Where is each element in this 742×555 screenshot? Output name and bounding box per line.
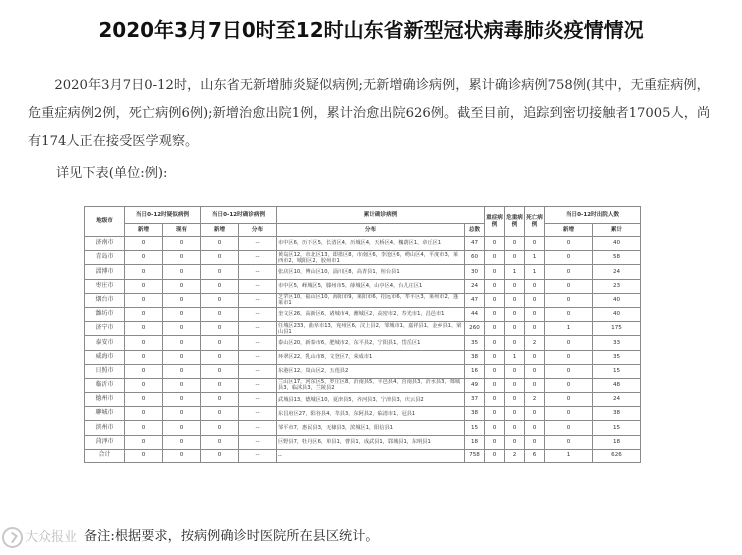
cell-confirmed-distribution: -- xyxy=(239,251,277,265)
header-cumulative-distribution: 分布 xyxy=(277,224,465,237)
cell-death: 6 xyxy=(525,449,545,462)
cell-cumulative-distribution: 兰山区17，河东区5，罗庄区8，沂南县5，平邑县4，莒南县3，沂水县3，郯城县3，临沭县3，兰陵县2 xyxy=(277,378,465,392)
cell-city: 青岛市 xyxy=(85,251,125,265)
cell-confirmed-new: 0 xyxy=(201,307,239,321)
cell-suspected-existing: 0 xyxy=(163,407,201,421)
cell-confirmed-distribution: -- xyxy=(239,407,277,421)
cell-confirmed-distribution: -- xyxy=(239,421,277,435)
cell-discharged-cumulative: 40 xyxy=(593,237,641,251)
cell-discharged-new: 1 xyxy=(545,449,593,462)
cell-suspected-new: 0 xyxy=(125,251,163,265)
cell-critical: 0 xyxy=(505,407,525,421)
cell-city: 合计 xyxy=(85,449,125,462)
cell-confirmed-new: 0 xyxy=(201,350,239,364)
cell-suspected-existing: 0 xyxy=(163,265,201,279)
cell-suspected-new: 0 xyxy=(125,279,163,293)
cell-discharged-cumulative: 15 xyxy=(593,364,641,378)
cell-cumulative-distribution: 奎文区26，高新区6，诸城市4，潍城区2，高密市2，寿光市1，昌邑市1 xyxy=(277,307,465,321)
cell-suspected-existing: 0 xyxy=(163,293,201,307)
summary-paragraph: 2020年3月7日0-12时，山东省无新增肺炎疑似病例;无新增确诊病例，累计确诊病例758例(其中，无重症病例，危重症病例2例，死亡病例6例);新增治愈出院1例，累计治愈出院626例。截至目前，追踪到密切接触者17005人，尚有174人正在接受医学观察。 xyxy=(28,78,711,149)
table-row xyxy=(85,421,641,435)
cell-cumulative-total: 15 xyxy=(465,421,485,435)
table-row xyxy=(85,237,641,251)
header-discharged: 当日0-12时出院人数 xyxy=(545,207,641,224)
cell-cumulative-total: 49 xyxy=(465,378,485,392)
cell-critical: 0 xyxy=(505,393,525,407)
cell-suspected-existing: 0 xyxy=(163,449,201,462)
cell-discharged-new: 0 xyxy=(545,364,593,378)
cell-confirmed-new: 0 xyxy=(201,449,239,462)
cell-discharged-cumulative: 58 xyxy=(593,251,641,265)
cell-suspected-existing: 0 xyxy=(163,279,201,293)
cell-severe: 0 xyxy=(485,364,505,378)
cell-cumulative-distribution: 东昌府区27，阳谷县4，莘县3，东阿县2，临清市1，冠县1 xyxy=(277,407,465,421)
cell-critical: 0 xyxy=(505,364,525,378)
cell-discharged-new: 0 xyxy=(545,251,593,265)
cell-cumulative-total: 758 xyxy=(465,449,485,462)
cell-confirmed-new: 0 xyxy=(201,421,239,435)
cell-severe: 0 xyxy=(485,293,505,307)
cell-severe: 0 xyxy=(485,307,505,321)
cell-discharged-cumulative: 40 xyxy=(593,293,641,307)
cell-suspected-existing: 0 xyxy=(163,393,201,407)
cell-confirmed-distribution: -- xyxy=(239,378,277,392)
cell-city: 枣庄市 xyxy=(85,279,125,293)
cell-discharged-new: 0 xyxy=(545,293,593,307)
cell-confirmed-new: 0 xyxy=(201,251,239,265)
cell-city: 泰安市 xyxy=(85,336,125,350)
cell-critical: 0 xyxy=(505,435,525,449)
cell-discharged-cumulative: 38 xyxy=(593,407,641,421)
table-total-row xyxy=(85,449,641,462)
cell-discharged-cumulative: 15 xyxy=(593,421,641,435)
cell-cumulative-distribution: 武城县13，德城区10，夏津县5，齐河县3，宁津县3，庆云县2 xyxy=(277,393,465,407)
header-cumulative-total: 总数 xyxy=(465,224,485,237)
cell-critical: 0 xyxy=(505,421,525,435)
watermark xyxy=(2,526,77,548)
cell-death: 2 xyxy=(525,393,545,407)
cell-severe: 0 xyxy=(485,336,505,350)
cell-death: 0 xyxy=(525,293,545,307)
cell-suspected-existing: 0 xyxy=(163,251,201,265)
cell-critical: 0 xyxy=(505,307,525,321)
cell-suspected-new: 0 xyxy=(125,265,163,279)
header-confirmed: 当日0-12时确诊病例 xyxy=(201,207,277,224)
cell-suspected-new: 0 xyxy=(125,421,163,435)
cell-suspected-existing: 0 xyxy=(163,307,201,321)
table-row xyxy=(85,350,641,364)
cell-severe: 0 xyxy=(485,435,505,449)
cell-suspected-existing: 0 xyxy=(163,237,201,251)
header-confirmed-new: 新增 xyxy=(201,224,239,237)
cell-severe: 0 xyxy=(485,322,505,336)
cell-confirmed-new: 0 xyxy=(201,364,239,378)
cell-discharged-cumulative: 33 xyxy=(593,336,641,350)
header-suspected-existing: 现有 xyxy=(163,224,201,237)
cell-confirmed-distribution: -- xyxy=(239,350,277,364)
cell-discharged-new: 0 xyxy=(545,393,593,407)
cell-cumulative-distribution: -- xyxy=(277,449,465,462)
cell-death: 0 xyxy=(525,378,545,392)
table-row xyxy=(85,307,641,321)
cell-discharged-cumulative: 24 xyxy=(593,393,641,407)
cell-discharged-cumulative: 23 xyxy=(593,279,641,293)
cell-severe: 0 xyxy=(485,251,505,265)
header-confirmed-distribution: 分布 xyxy=(239,224,277,237)
cell-critical: 0 xyxy=(505,279,525,293)
cell-cumulative-distribution: 东港区12，岚山区2，五莲县2 xyxy=(277,364,465,378)
cell-suspected-existing: 0 xyxy=(163,322,201,336)
cell-death: 0 xyxy=(525,364,545,378)
cell-city: 日照市 xyxy=(85,364,125,378)
cell-city: 烟台市 xyxy=(85,293,125,307)
cell-cumulative-total: 38 xyxy=(465,350,485,364)
table-row xyxy=(85,293,641,307)
cell-suspected-new: 0 xyxy=(125,293,163,307)
table-row xyxy=(85,322,641,336)
cell-city: 淄博市 xyxy=(85,265,125,279)
cell-confirmed-new: 0 xyxy=(201,279,239,293)
cell-discharged-cumulative: 24 xyxy=(593,265,641,279)
header-city: 地级市 xyxy=(85,207,125,237)
cell-cumulative-distribution: 邹平市7，惠民县3，无棣县3，滨城区1，阳信县1 xyxy=(277,421,465,435)
cell-suspected-new: 0 xyxy=(125,336,163,350)
cell-discharged-new: 0 xyxy=(545,350,593,364)
cell-death: 1 xyxy=(525,251,545,265)
cell-cumulative-total: 18 xyxy=(465,435,485,449)
cell-severe: 0 xyxy=(485,449,505,462)
cell-discharged-cumulative: 35 xyxy=(593,350,641,364)
table-row xyxy=(85,364,641,378)
cell-severe: 0 xyxy=(485,421,505,435)
cell-critical: 0 xyxy=(505,293,525,307)
table-row xyxy=(85,407,641,421)
cell-cumulative-distribution: 泰山区20，新泰市6，肥城市2，东平县2，宁阳县1，岱岳区1 xyxy=(277,336,465,350)
cell-cumulative-total: 60 xyxy=(465,251,485,265)
cell-confirmed-new: 0 xyxy=(201,237,239,251)
cell-cumulative-total: 44 xyxy=(465,307,485,321)
cell-discharged-cumulative: 40 xyxy=(593,307,641,321)
cell-confirmed-new: 0 xyxy=(201,336,239,350)
cell-critical: 0 xyxy=(505,237,525,251)
cell-severe: 0 xyxy=(485,407,505,421)
cell-confirmed-distribution: -- xyxy=(239,449,277,462)
cell-death: 0 xyxy=(525,307,545,321)
cell-suspected-existing: 0 xyxy=(163,350,201,364)
cell-suspected-new: 0 xyxy=(125,407,163,421)
cell-suspected-existing: 0 xyxy=(163,364,201,378)
cell-confirmed-new: 0 xyxy=(201,407,239,421)
cell-severe: 0 xyxy=(485,265,505,279)
cell-suspected-existing: 0 xyxy=(163,336,201,350)
cell-confirmed-new: 0 xyxy=(201,435,239,449)
cell-cumulative-total: 47 xyxy=(465,293,485,307)
cell-cumulative-distribution: 市中区5，峄城区5，滕州市5，薛城区4，山亭区4，台儿庄区1 xyxy=(277,279,465,293)
cell-death: 2 xyxy=(525,336,545,350)
cell-confirmed-distribution: -- xyxy=(239,293,277,307)
cell-death: 0 xyxy=(525,421,545,435)
table-row xyxy=(85,393,641,407)
cell-confirmed-distribution: -- xyxy=(239,364,277,378)
cell-death: 0 xyxy=(525,350,545,364)
cell-suspected-existing: 0 xyxy=(163,421,201,435)
cell-discharged-new: 0 xyxy=(545,407,593,421)
cell-cumulative-distribution: 芝罘区10，福山区10，海阳市9，莱阳市6，招远市6，牟平区3，莱州市2，蓬莱市1 xyxy=(277,293,465,307)
cell-cumulative-distribution: 市中区6，历下区5，长清区4，历城区4，天桥区4，槐荫区1，章丘区1 xyxy=(277,237,465,251)
table-row xyxy=(85,251,641,265)
cell-confirmed-new: 0 xyxy=(201,265,239,279)
footnote: 备注:根据要求，按病例确诊时医院所在县区统计。 xyxy=(84,529,379,544)
cell-cumulative-total: 38 xyxy=(465,407,485,421)
watermark-text: 大众报业 xyxy=(25,530,78,545)
cell-discharged-new: 0 xyxy=(545,421,593,435)
cell-confirmed-distribution: -- xyxy=(239,307,277,321)
cell-severe: 0 xyxy=(485,350,505,364)
cell-suspected-new: 0 xyxy=(125,364,163,378)
cell-cumulative-distribution: 环翠区22，乳山市8，文登区7，荣成市1 xyxy=(277,350,465,364)
cell-cumulative-total: 35 xyxy=(465,336,485,350)
cell-confirmed-distribution: -- xyxy=(239,279,277,293)
cell-suspected-new: 0 xyxy=(125,378,163,392)
cell-critical: 0 xyxy=(505,336,525,350)
cell-death: 0 xyxy=(525,322,545,336)
cell-confirmed-distribution: -- xyxy=(239,265,277,279)
epidemic-table xyxy=(84,206,641,463)
cell-city: 滨州市 xyxy=(85,421,125,435)
cell-city: 菏泽市 xyxy=(85,435,125,449)
cell-city: 济南市 xyxy=(85,237,125,251)
cell-suspected-new: 0 xyxy=(125,322,163,336)
cell-city: 聊城市 xyxy=(85,407,125,421)
cell-discharged-new: 1 xyxy=(545,322,593,336)
table-row xyxy=(85,279,641,293)
cell-city: 德州市 xyxy=(85,393,125,407)
page-title: 2020年3月7日0时至12时山东省新型冠状病毒肺炎疫情情况 xyxy=(98,18,644,42)
cell-suspected-new: 0 xyxy=(125,435,163,449)
cell-cumulative-distribution: 巨野县7，牡丹区6，单县1，曹县1，成武县1，郓城县1，东明县1 xyxy=(277,435,465,449)
cell-death: 0 xyxy=(525,407,545,421)
cell-discharged-new: 0 xyxy=(545,237,593,251)
cell-discharged-new: 0 xyxy=(545,307,593,321)
cell-discharged-new: 0 xyxy=(545,336,593,350)
cell-confirmed-new: 0 xyxy=(201,293,239,307)
cell-death: 1 xyxy=(525,265,545,279)
cell-suspected-new: 0 xyxy=(125,449,163,462)
cell-critical: 0 xyxy=(505,251,525,265)
header-death: 死亡病例 xyxy=(525,207,545,237)
cell-confirmed-distribution: -- xyxy=(239,435,277,449)
cell-discharged-cumulative: 175 xyxy=(593,322,641,336)
cell-cumulative-total: 30 xyxy=(465,265,485,279)
cell-critical: 2 xyxy=(505,449,525,462)
cell-confirmed-distribution: -- xyxy=(239,393,277,407)
cell-cumulative-distribution: 黄岛区12，市北区13，即墨区8，市南区6，李沧区6，崂山区4，平度市3，莱西市2，城阳区2，胶州市1 xyxy=(277,251,465,265)
cell-city: 威海市 xyxy=(85,350,125,364)
cell-suspected-new: 0 xyxy=(125,237,163,251)
cell-severe: 0 xyxy=(485,378,505,392)
cell-death: 0 xyxy=(525,279,545,293)
watermark-logo-icon xyxy=(2,527,23,548)
header-critical: 危重病例 xyxy=(505,207,525,237)
cell-severe: 0 xyxy=(485,393,505,407)
table-row xyxy=(85,265,641,279)
cell-confirmed-new: 0 xyxy=(201,322,239,336)
cell-suspected-new: 0 xyxy=(125,350,163,364)
cell-cumulative-total: 16 xyxy=(465,364,485,378)
cell-confirmed-new: 0 xyxy=(201,393,239,407)
cell-confirmed-distribution: -- xyxy=(239,237,277,251)
cell-discharged-cumulative: 626 xyxy=(593,449,641,462)
cell-critical: 1 xyxy=(505,265,525,279)
cell-cumulative-distribution: 任城区233，曲阜市13，兖州区6，汶上县2，邹城市1，嘉祥县1，金乡县1，梁山县1 xyxy=(277,322,465,336)
cell-suspected-existing: 0 xyxy=(163,435,201,449)
cell-discharged-new: 0 xyxy=(545,265,593,279)
header-severe: 重症病例 xyxy=(485,207,505,237)
cell-critical: 0 xyxy=(505,322,525,336)
cell-city: 潍坊市 xyxy=(85,307,125,321)
header-discharged-cumulative: 累计 xyxy=(593,224,641,237)
cell-suspected-new: 0 xyxy=(125,307,163,321)
table-row xyxy=(85,435,641,449)
table-intro: 详见下表(单位:例): xyxy=(56,166,168,181)
cell-cumulative-total: 260 xyxy=(465,322,485,336)
cell-death: 0 xyxy=(525,435,545,449)
cell-cumulative-total: 47 xyxy=(465,237,485,251)
cell-discharged-cumulative: 18 xyxy=(593,435,641,449)
header-cumulative: 累计确诊病例 xyxy=(277,207,485,224)
cell-suspected-new: 0 xyxy=(125,393,163,407)
cell-confirmed-distribution: -- xyxy=(239,322,277,336)
cell-critical: 0 xyxy=(505,378,525,392)
cell-cumulative-distribution: 张店区10，博山区10，淄川区8，高青县1，桓台县1 xyxy=(277,265,465,279)
cell-discharged-new: 0 xyxy=(545,378,593,392)
cell-death: 0 xyxy=(525,237,545,251)
cell-severe: 0 xyxy=(485,237,505,251)
header-discharged-new: 新增 xyxy=(545,224,593,237)
cell-city: 临沂市 xyxy=(85,378,125,392)
cell-cumulative-total: 37 xyxy=(465,393,485,407)
cell-severe: 0 xyxy=(485,279,505,293)
cell-city: 济宁市 xyxy=(85,322,125,336)
cell-confirmed-distribution: -- xyxy=(239,336,277,350)
table-row xyxy=(85,378,641,392)
cell-critical: 1 xyxy=(505,350,525,364)
cell-confirmed-new: 0 xyxy=(201,378,239,392)
cell-suspected-existing: 0 xyxy=(163,378,201,392)
cell-cumulative-total: 24 xyxy=(465,279,485,293)
cell-discharged-new: 0 xyxy=(545,279,593,293)
table-row xyxy=(85,336,641,350)
header-suspected-new: 新增 xyxy=(125,224,163,237)
cell-discharged-new: 0 xyxy=(545,435,593,449)
cell-discharged-cumulative: 48 xyxy=(593,378,641,392)
header-suspected: 当日0-12时疑似病例 xyxy=(125,207,201,224)
